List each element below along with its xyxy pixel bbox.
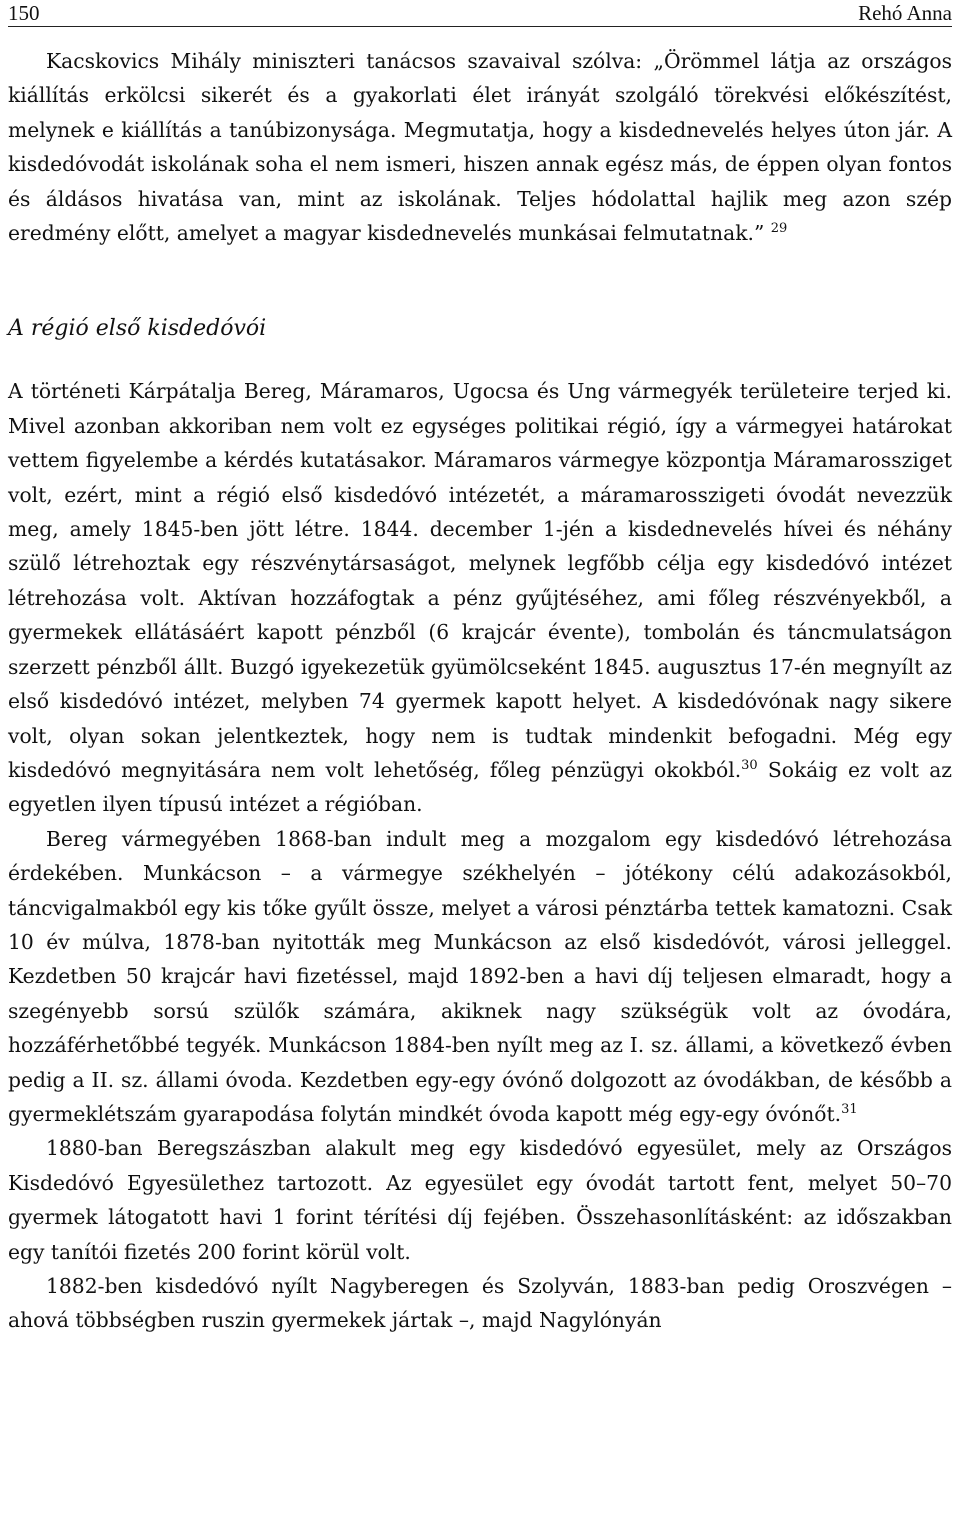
page-body [8,44,952,1338]
paragraph-1 [8,374,952,821]
paragraph-2-text: Bereg vármegyében 1868-ban indult meg a mozgalom egy kisdedóvó létrehozása érdekében. Munkácson – a vármegye székhelyén – jótékony célú adakozásokból, táncvigalmakból egy kis tőke gyűlt össze, melyet a városi pénztárba tettek kamatozni. Csak 10 év múlva, 1878-ban nyitották meg Munkácson az első kisdedóvót, városi jelleggel. Kezdetben 50 krajcár havi fizetéssel, majd 1892-ben a havi díj teljesen elmaradt, hogy a szegényebb sorsú szülők számára, akiknek nagy szükségük volt az óvodára, hozzáférhetőbbé tegyék. Munkácson 1884-ben nyílt meg az I. sz. állami, a következő évben pedig a II. sz. állami óvoda. Kezdetben egy-egy óvónő dolgozott az óvodákban, de később a gyermeklétszám gyarapodása folytán mindkét óvoda kapott még egy-egy óvónőt. [8,826,952,1126]
section-body [8,374,952,1337]
paragraph-1-text-a: A történeti Kárpátalja Bereg, Máramaros, Ugocsa és Ung vármegyék területeire terjed ki. Mivel azonban akkoriban nem volt ez egységes politikai régió, így a vármegyei határokat vettem figyelembe a kérdés kutatásakor. Máramaros vármegye központja Máramarossziget volt, ezért, mint a régió első kisdedóvó intézetét, a máramarosszigeti óvodát nevezzük meg, amely 1845-ben jött létre. 1844. december 1-jén a kisdednevelés hívei és néhány szülő létrehoztak egy részvénytársaságot, melynek legfőbb célja egy kisdedóvó intézet létrehozása volt. Aktívan hozzáfogtak a pénz gyűjtéséhez, ami főleg részvényekből, a gyermekek ellátásáért kapott pénzből (6 krajcár évente), tombolán és táncmulatságon szerzett pénzből állt. Buzgó igyekezetük gyümölcseként 1845. augusztus 17-én megnyílt az első kisdedóvó intézet, melyben 74 gyermek kapott helyet. A kisdedóvónak nagy sikere volt, olyan sokan jelentkeztek, hogy nem is tudtak mindenkit befogadni. Még egy kisdedóvó megnyitására nem volt lehetőség, főleg pénzügyi okokból. [8,379,952,782]
section-heading: A régió első kisdedóvói [8,316,267,342]
footnote-ref-29: 29 [770,221,788,237]
paragraph-2 [8,822,952,1132]
paragraph-3: 1880-ban Beregszászban alakult meg egy kisdedóvó egyesület, mely az Országos Kisdedóvó Egyesülethez tartozott. Az egyesület egy óvodát tartott fent, melyet 50–70 gyermek látogatott havi 1 forint térítési díj fejében. Összehasonlításként: az időszakban egy tanítói fizetés 200 forint körül volt. [8,1136,952,1264]
quote-block [8,44,952,250]
quote-text: Kacskovics Mihály miniszteri tanácsos szavaival szólva: „Örömmel látja az országos kiállítás erkölcsi sikerét és a gyakorlati élet irányát szolgáló törekvési előkészítést, melynek e kiállítás a tanúbizonysága. Megmutatja, hogy a kisdednevelés helyes úton jár. A kisdedóvodát iskolának soha el nem ismeri, hiszen annak egész más, de éppen olyan fontos és áldásos hivatása van, mint az iskolának. Teljes hódolattal hajlik meg azon szép eredmény előtt, amelyet a magyar kisdednevelés munkásai felmutatnak.” [8,49,952,246]
paragraph-1-text-b: Sokáig ez volt az egyetlen ilyen típusú intézet a régióban. [8,757,952,817]
footnote-ref-30: 30 [741,757,758,773]
running-head-author: Rehó Anna [858,1,952,25]
paragraph-4: 1882-ben kisdedóvó nyílt Nagyberegen és Szolyván, 1883-ban pedig Oroszvégen – ahová többségben ruszin gyermekek jártak –, majd Nagylónyán [8,1274,952,1333]
page-header [8,0,952,27]
page-number: 150 [8,1,40,25]
footnote-ref-31: 31 [841,1101,858,1117]
quote-paragraph [8,44,952,250]
